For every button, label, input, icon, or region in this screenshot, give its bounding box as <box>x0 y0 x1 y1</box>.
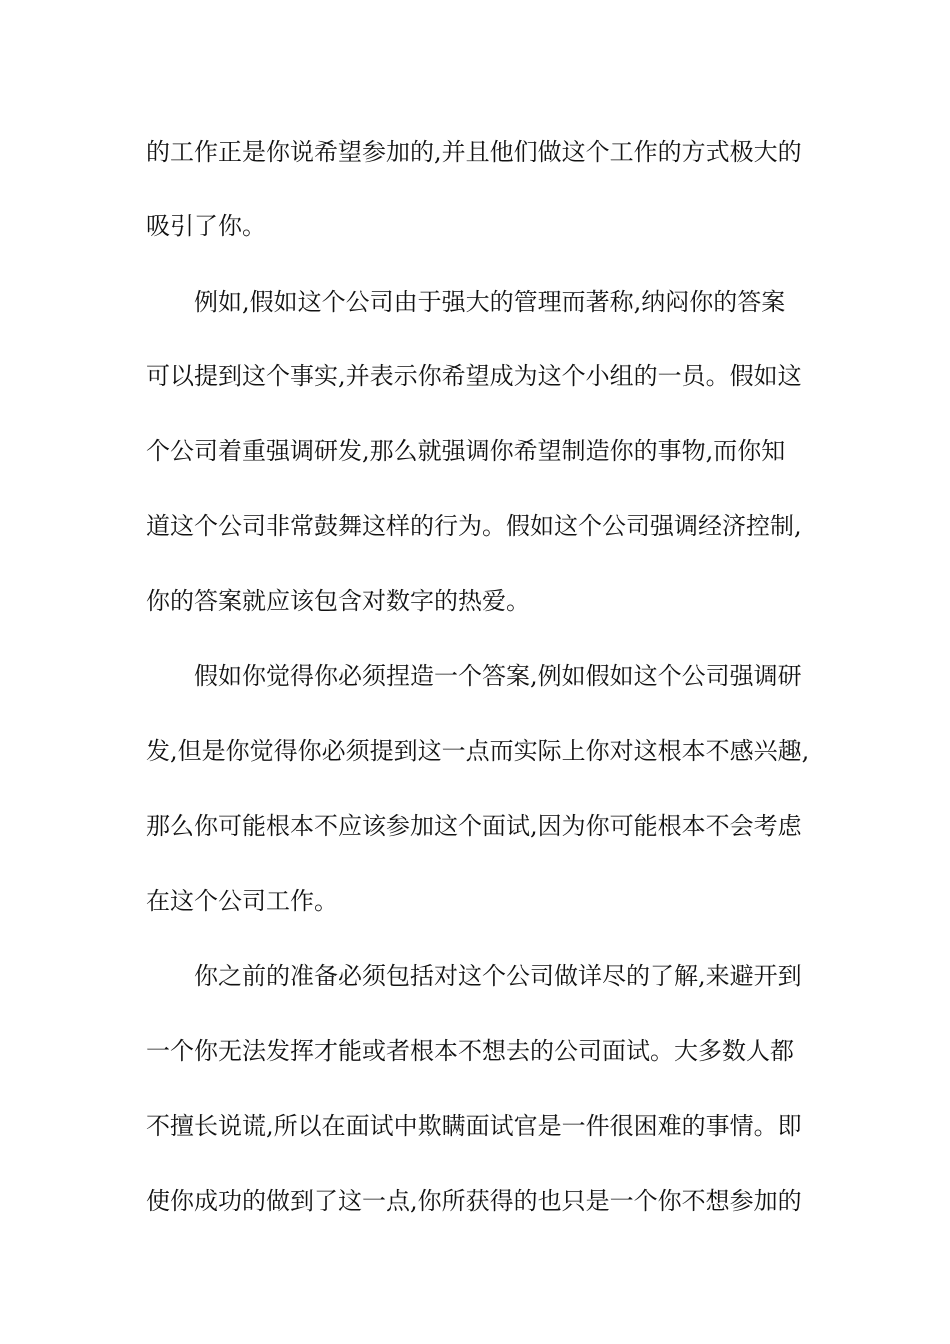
text-line-6: 道这个公司非常鼓舞这样的行为。假如这个公司强调经济控制, <box>146 512 802 540</box>
text-line-4: 可以提到这个事实,并表示你希望成为这个小组的一员。假如这 <box>146 362 802 390</box>
text-line-12: 你之前的准备必须包括对这个公司做详尽的了解,来避开到 <box>194 962 802 990</box>
text-line-13: 一个你无法发挥才能或者根本不想去的公司面试。大多数人都 <box>146 1037 794 1065</box>
text-line-7: 你的答案就应该包含对数字的热爱。 <box>146 587 530 615</box>
text-line-5: 个公司着重强调研发,那么就强调你希望制造你的事物,而你知 <box>146 437 786 465</box>
text-line-3: 例如,假如这个公司由于强大的管理而著称,纳闷你的答案 <box>194 288 786 316</box>
text-line-10: 那么你可能根本不应该参加这个面试,因为你可能根本不会考虑 <box>146 812 802 840</box>
text-line-1: 的工作正是你说希望参加的,并且他们做这个工作的方式极大的 <box>146 138 802 166</box>
text-line-14: 不擅长说谎,所以在面试中欺瞒面试官是一件很困难的事情。即 <box>146 1112 802 1140</box>
text-line-15: 使你成功的做到了这一点,你所获得的也只是一个你不想参加的 <box>146 1187 802 1215</box>
text-line-11: 在这个公司工作。 <box>146 887 338 915</box>
text-line-2: 吸引了你。 <box>146 212 266 240</box>
text-line-8: 假如你觉得你必须捏造一个答案,例如假如这个公司强调研 <box>194 662 802 690</box>
text-line-9: 发,但是你觉得你必须提到这一点而实际上你对这根本不感兴趣, <box>146 737 810 765</box>
